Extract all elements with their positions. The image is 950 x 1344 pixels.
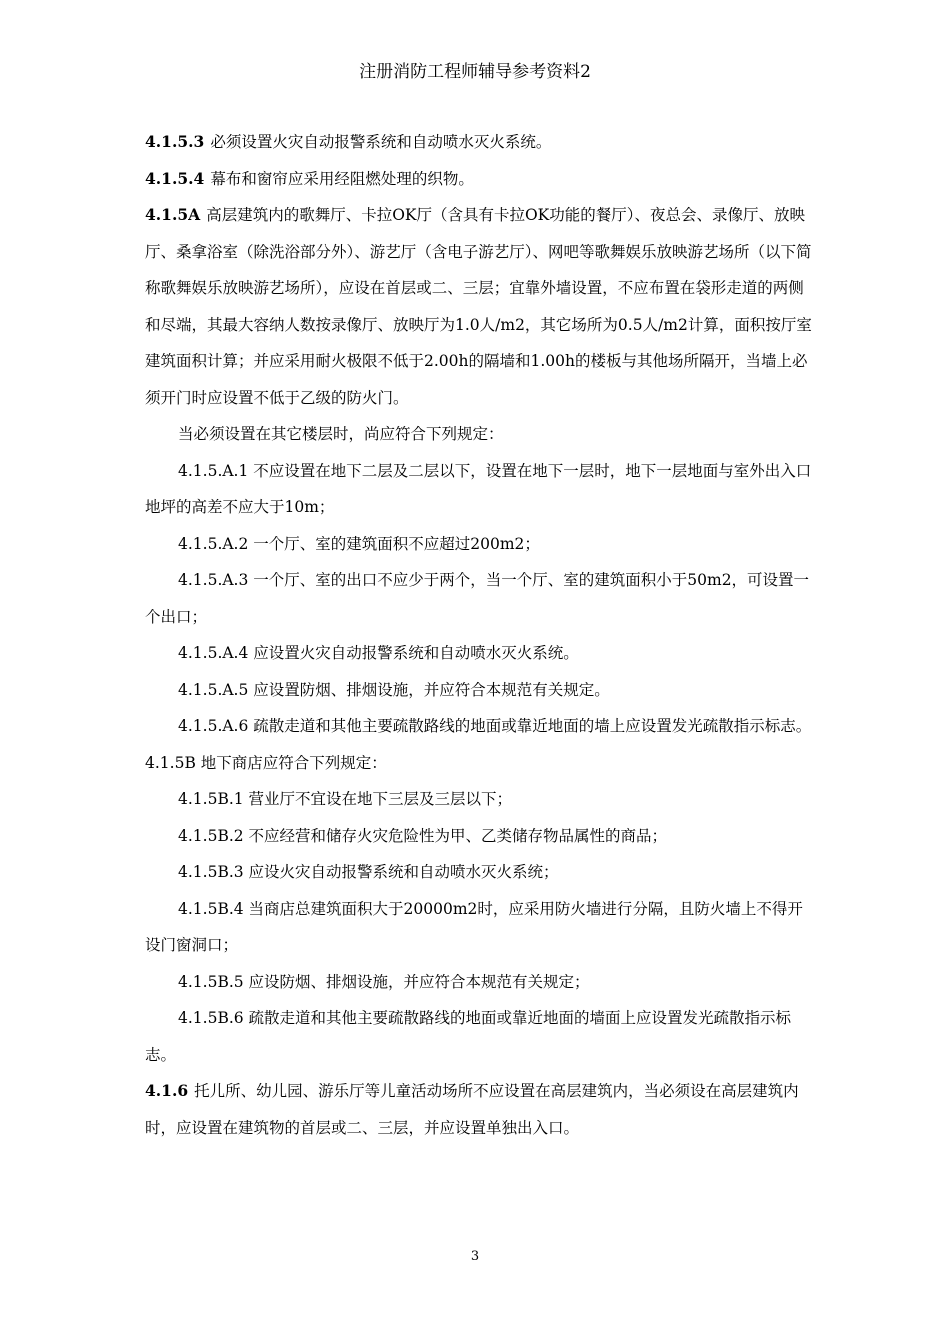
clause-number: 4.1.5A xyxy=(145,205,201,224)
clause-4-1-5b-5: 4.1.5B.5 应设防烟、排烟设施，并应符合本规范有关规定； xyxy=(178,972,590,991)
clause-text: 托儿所、幼儿园、游乐厅等儿童活动场所不应设置在高层建筑内，当必须设在高层建筑内时，应设置在建筑物的首层或二、三层，并应设置单独出入口。 xyxy=(145,1082,799,1137)
clause-text: 幕布和窗帘应采用经阻燃处理的织物。 xyxy=(210,169,474,188)
clause-number: 4.1.5.4 xyxy=(145,168,205,188)
page-number: 3 xyxy=(470,1249,480,1264)
clause-4-1-5-a-2: 4.1.5.A.2 一个厅、室的建筑面积不应超过200m2； xyxy=(178,534,540,553)
clause-text: 高层建筑内的歌舞厅、卡拉OK厅（含具有卡拉OK功能的餐厅）、夜总会、录像厅、放映厅、桑拿浴室（除洗浴部分外）、游艺厅（含电子游艺厅）、网吧等歌舞娱乐放映游艺场所（以下简称歌舞娱乐放映游艺场所），应设在首层或二、三层；宜靠外墙设置，不应布置在袋形走道的两侧和尽端，其最大容纳人数按录像厅、放映厅为1.0人/m2，其它场所为0.5人/m2计算，面积按厅室建筑面积计算；并应采用耐火极限不低于2.00h的隔墙和1.00h的楼板与其他场所隔开，当墙上必须开门时应设置不低于乙级的防火门。 xyxy=(145,206,812,407)
clause-4-1-5a-intro: 当必须设置在其它楼层时，尚应符合下列规定： xyxy=(178,425,504,443)
document-body xyxy=(145,124,817,1146)
clause-4-1-5b-4: 4.1.5B.4 当商店总建筑面积大于20000m2时，应采用防火墙进行分隔，且防火墙上不得开设门窗洞口； xyxy=(145,899,803,954)
clause-4-1-5-a-6: 4.1.5.A.6 疏散走道和其他主要疏散路线的地面或靠近地面的墙上应设置发光疏散指示标志。 xyxy=(178,717,812,735)
clause-4-1-5-a-1: 4.1.5.A.1 不应设置在地下二层及二层以下，设置在地下一层时，地下一层地面与室外出入口地坪的高差不应大于10m； xyxy=(145,461,812,516)
page-header-title: 注册消防工程师辅导参考资料2 xyxy=(359,62,591,82)
clause-text: 必须设置火灾自动报警系统和自动喷水灭火系统。 xyxy=(210,133,552,151)
clause-4-1-5-a-4: 4.1.5.A.4 应设置火灾自动报警系统和自动喷水灭火系统。 xyxy=(178,644,579,662)
clause-4-1-5-a-3: 4.1.5.A.3 一个厅、室的出口不应少于两个，当一个厅、室的建筑面积小于50m2，可设置一个出口； xyxy=(145,571,810,626)
clause-4-1-5-a-5: 4.1.5.A.5 应设置防烟、排烟设施，并应符合本规范有关规定。 xyxy=(178,680,610,699)
clause-4-1-5a xyxy=(145,197,817,416)
clause-4-1-5b-6: 4.1.5B.6 疏散走道和其他主要疏散路线的地面或靠近地面的墙面上应设置发光疏散指示标志。 xyxy=(145,1009,792,1064)
clause-4-1-5-3 xyxy=(145,124,817,161)
clause-4-1-5b-3: 4.1.5B.3 应设火灾自动报警系统和自动喷水灭火系统； xyxy=(178,863,559,881)
clause-4-1-5-4 xyxy=(145,161,817,198)
clause-number: 4.1.6 xyxy=(145,1081,189,1100)
clause-number: 4.1.5.3 xyxy=(145,132,205,151)
clause-4-1-5b: 4.1.5B 地下商店应符合下列规定： xyxy=(145,753,387,772)
clause-4-1-5b-2: 4.1.5B.2 不应经营和储存火灾危险性为甲、乙类储存物品属性的商品； xyxy=(178,826,668,845)
clause-4-1-5b-1: 4.1.5B.1 营业厅不宜设在地下三层及三层以下； xyxy=(178,790,513,808)
clause-4-1-6 xyxy=(145,1073,817,1146)
